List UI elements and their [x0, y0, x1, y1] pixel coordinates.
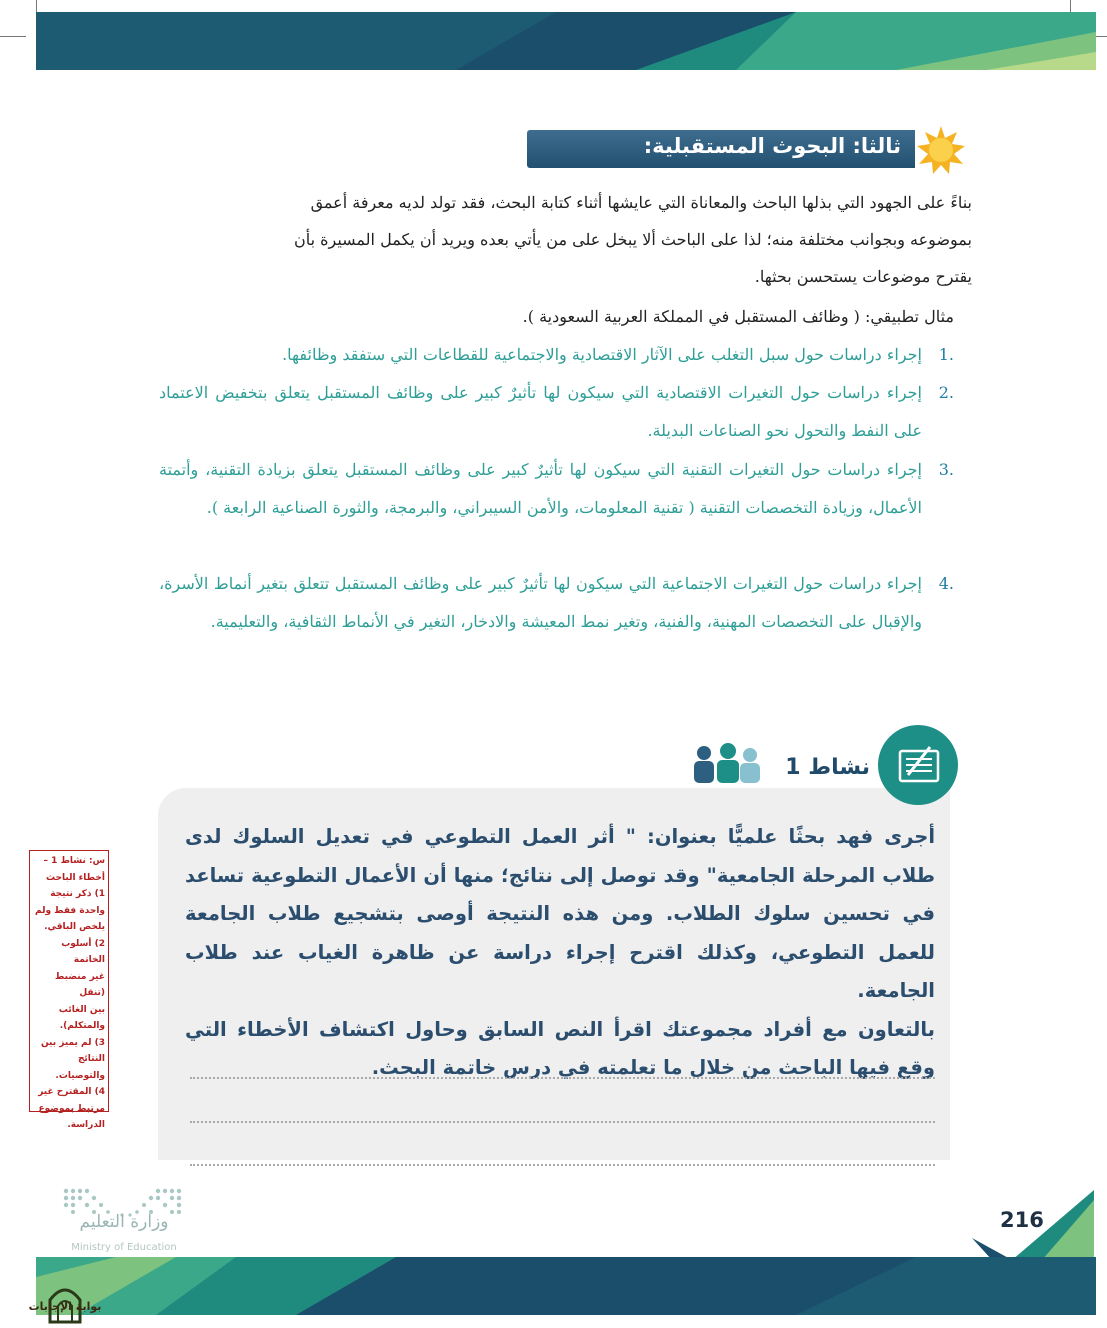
bottom-decorative-band: [36, 1257, 1096, 1315]
list-item-3: [159, 451, 954, 527]
list-number: .1: [938, 345, 954, 364]
list-number: .2: [938, 383, 954, 402]
answer-line-text: والتوصيات.: [55, 1070, 105, 1081]
intro-line-1: بناءً على الجهود التي بذلها الباحث والمعاناة التي عايشها أثناء كتابة البحث، فقد تولد لديه معرفة أعمق: [310, 193, 972, 212]
activity-label: نشاط 1: [785, 755, 870, 780]
list-text: إجراء دراسات حول سبل التغلب على الآثار الاقتصادية والاجتماعية للقطاعات التي ستفقد وظائفها.: [282, 345, 922, 364]
answer-note: [29, 850, 109, 1130]
list-text: إجراء دراسات حول التغيرات الاقتصادية التي سيكون لها تأثيرٌ كبير على وظائف المستقبل يتعلق بتخفيض الاعتماد على النفط والتحول نحو الصناعات البديلة.: [159, 383, 922, 440]
list-number: .3: [938, 460, 954, 479]
top-decorative-band: [36, 12, 1096, 70]
list-item-4: [159, 565, 954, 641]
activity-paragraph-1: أجرى فهد بحثًا علميًّا بعنوان: " أثر العمل التطوعي في تعديل السلوك لدى طلاب المرحلة الجامعية" وقد توصل إلى نتائج؛ منها أن الأعمال التطوعية تساعد في تحسين سلوك الطلاب. ومن هذه النتيجة أوصى بتشجيع طلاب الجامعة للعمل التطوعي، وكذلك اقترح إجراء دراسة عن ظاهرة الغياب عند طلاب الجامعة.: [185, 825, 935, 1002]
activity-paragraph-2: بالتعاون مع أفراد مجموعتك اقرأ النص السابق وحاول اكتشاف الأخطاء التي وقع فيها الباحث من خلال ما تعلمته في درس خاتمة البحث.: [185, 1017, 935, 1079]
answer-line-text: مرتبط بموضوع: [38, 1103, 105, 1114]
answer-line-text: بين الغائب: [58, 1004, 105, 1015]
answer-line-text: س: نشاط 1 –: [43, 856, 105, 866]
list-item-2: [159, 374, 954, 450]
list-item-1: [159, 336, 954, 374]
list-text: إجراء دراسات حول التغيرات الاجتماعية التي سيكون لها تأثيرٌ كبير على وظائف المستقبل تتعلق بتغير أنماط الأسرة، والإقبال على التخصصات المهنية، والفنية، وتغير نمط المعيشة والادخار، التغير في الأنماط الثقافية، والتعليمية.: [159, 574, 922, 631]
example-heading: مثال تطبيقي: ( وظائف المستقبل في المملكة العربية السعودية ).: [522, 307, 954, 326]
crop-mark: [0, 36, 26, 37]
answer-line-text: 3) لم يميز بين: [40, 1037, 105, 1048]
answer-line-text: واحدة فقط ولم: [35, 905, 105, 916]
group-people-icon: [690, 743, 770, 783]
page-number: 216: [1000, 1208, 1044, 1232]
list-text: إجراء دراسات حول التغيرات التقنية التي سيكون لها تأثيرٌ كبير على وظائف المستقبل يتعلق بزيادة التقنية، وأتمتة الأعمال، وزيادة التخصصات التقنية ( تقنية المعلومات، والأمن السيبراني، والبرمجة، والثورة الصناعية الرابعة ).: [159, 460, 922, 517]
intro-line-2: بموضوعه وبجوانب مختلفة منه؛ لذا على الباحث ألا يبخل على من يأتي بعده ويريد أن يكمل المسيرة بأن: [293, 230, 972, 249]
watermark-text: بوابة الإجابات: [28, 1300, 102, 1313]
answer-line-text: النتائج: [77, 1054, 105, 1064]
ministry-name-arabic: وزارة التعليم: [79, 1212, 169, 1232]
intro-line-3: يقترح موضوعات يستحسن بحثها.: [754, 267, 972, 286]
sun-icon: [915, 124, 967, 176]
notebook-pen-icon: [878, 725, 958, 805]
answer-line-text: الدراسة.: [67, 1120, 105, 1130]
answer-line-text: يلخص الباقي.: [44, 922, 105, 932]
ministry-name-english: Ministry of Education: [71, 1242, 177, 1253]
answer-line[interactable]: [190, 1164, 935, 1166]
activity-text: [185, 818, 935, 1088]
answer-line[interactable]: [190, 1077, 935, 1079]
section-heading: [527, 130, 915, 168]
answer-line-text: والمتكلم).: [59, 1021, 105, 1031]
answer-line[interactable]: [190, 1121, 935, 1123]
answer-line-text: غير منضبط (تنقل: [55, 971, 105, 998]
answer-line-text: 4) المقترح غير: [38, 1087, 105, 1097]
list-number: .4: [938, 574, 954, 593]
answer-line-text: 2) أسلوب الخاتمة: [61, 938, 105, 965]
answer-line-text: 1) ذكر نتيجة: [50, 889, 105, 899]
section-heading-title: ثالثا: البحوث المستقبلية:: [643, 134, 901, 158]
answer-line-text: أخطاء الباحث: [46, 872, 105, 883]
